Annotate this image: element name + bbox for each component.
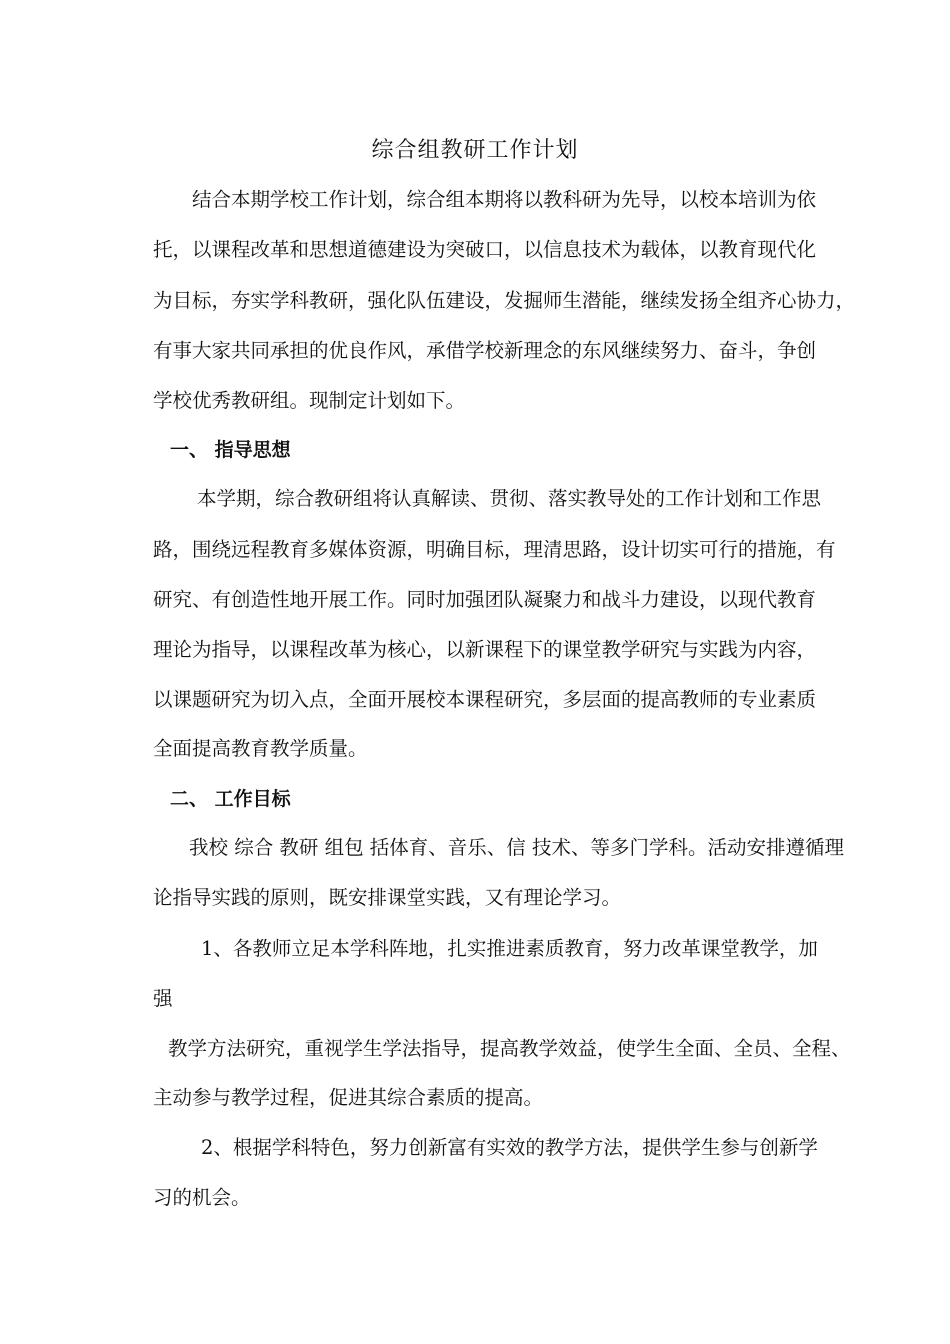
section-heading-guiding-ideology: 一、 指导思想 — [170, 439, 291, 461]
section2-line-7: 2、根据学科特色，努力创新富有实效的教学方法，提供学生参与创新学 — [201, 1136, 818, 1159]
document-title: 综合组教研工作计划 — [371, 138, 579, 163]
section-heading-work-goals: 二、 工作目标 — [170, 788, 291, 810]
section2-line-2: 论指导实践的原则，既安排课堂实践，又有理论学习。 — [153, 886, 622, 909]
section1-line-5: 以课题研究为切入点，全面开展校本课程研究，多层面的提高教师的专业素质 — [153, 688, 817, 711]
section2-line-3: 1、各教师立足本学科阵地，扎实推进素质教育，努力改革课堂教学，加 — [201, 937, 818, 960]
intro-line-3: 为目标，夯实学科教研，强化队伍建设，发掘师生潜能，继续发扬全组齐心协力， — [153, 289, 856, 312]
section2-line-1: 我校 综合 教研 组包 括体育、音乐、信 技术、等多门学科。活动安排遵循理 — [189, 836, 844, 859]
section2-line-4: 强 — [153, 987, 173, 1010]
section1-line-1: 本学期，综合教研组将认真解读、贯彻、落实教导处的工作计划和工作思 — [197, 487, 822, 510]
section1-line-4: 理论为指导，以课程改革为核心，以新课程下的课堂教学研究与实践为内容， — [153, 638, 817, 661]
intro-line-4: 有事大家共同承担的优良作风，承借学校新理念的东风继续努力、奋斗，争创 — [153, 339, 817, 362]
section1-line-6: 全面提高教育教学质量。 — [153, 737, 368, 760]
intro-line-5: 学校优秀教研组。现制定计划如下。 — [153, 389, 466, 412]
section2-line-6: 主动参与教学过程，促进其综合素质的提高。 — [153, 1086, 544, 1109]
section1-line-2: 路，围绕远程教育多媒体资源，明确目标，理清思路，设计切实可行的措施，有 — [153, 538, 836, 561]
intro-line-2: 托，以课程改革和思想道德建设为突破口，以信息技术为载体，以教育现代化 — [153, 238, 817, 261]
section2-line-5: 教学方法研究，重视学生学法指导，提高教学效益，使学生全面、全员、全程、 — [168, 1037, 851, 1060]
section1-line-3: 研究、有创造性地开展工作。同时加强团队凝聚力和战斗力建设，以现代教育 — [153, 588, 817, 611]
intro-line-1: 结合本期学校工作计划，综合组本期将以教科研为先导，以校本培训为依 — [192, 188, 817, 211]
section2-line-8: 习的机会。 — [153, 1186, 251, 1209]
